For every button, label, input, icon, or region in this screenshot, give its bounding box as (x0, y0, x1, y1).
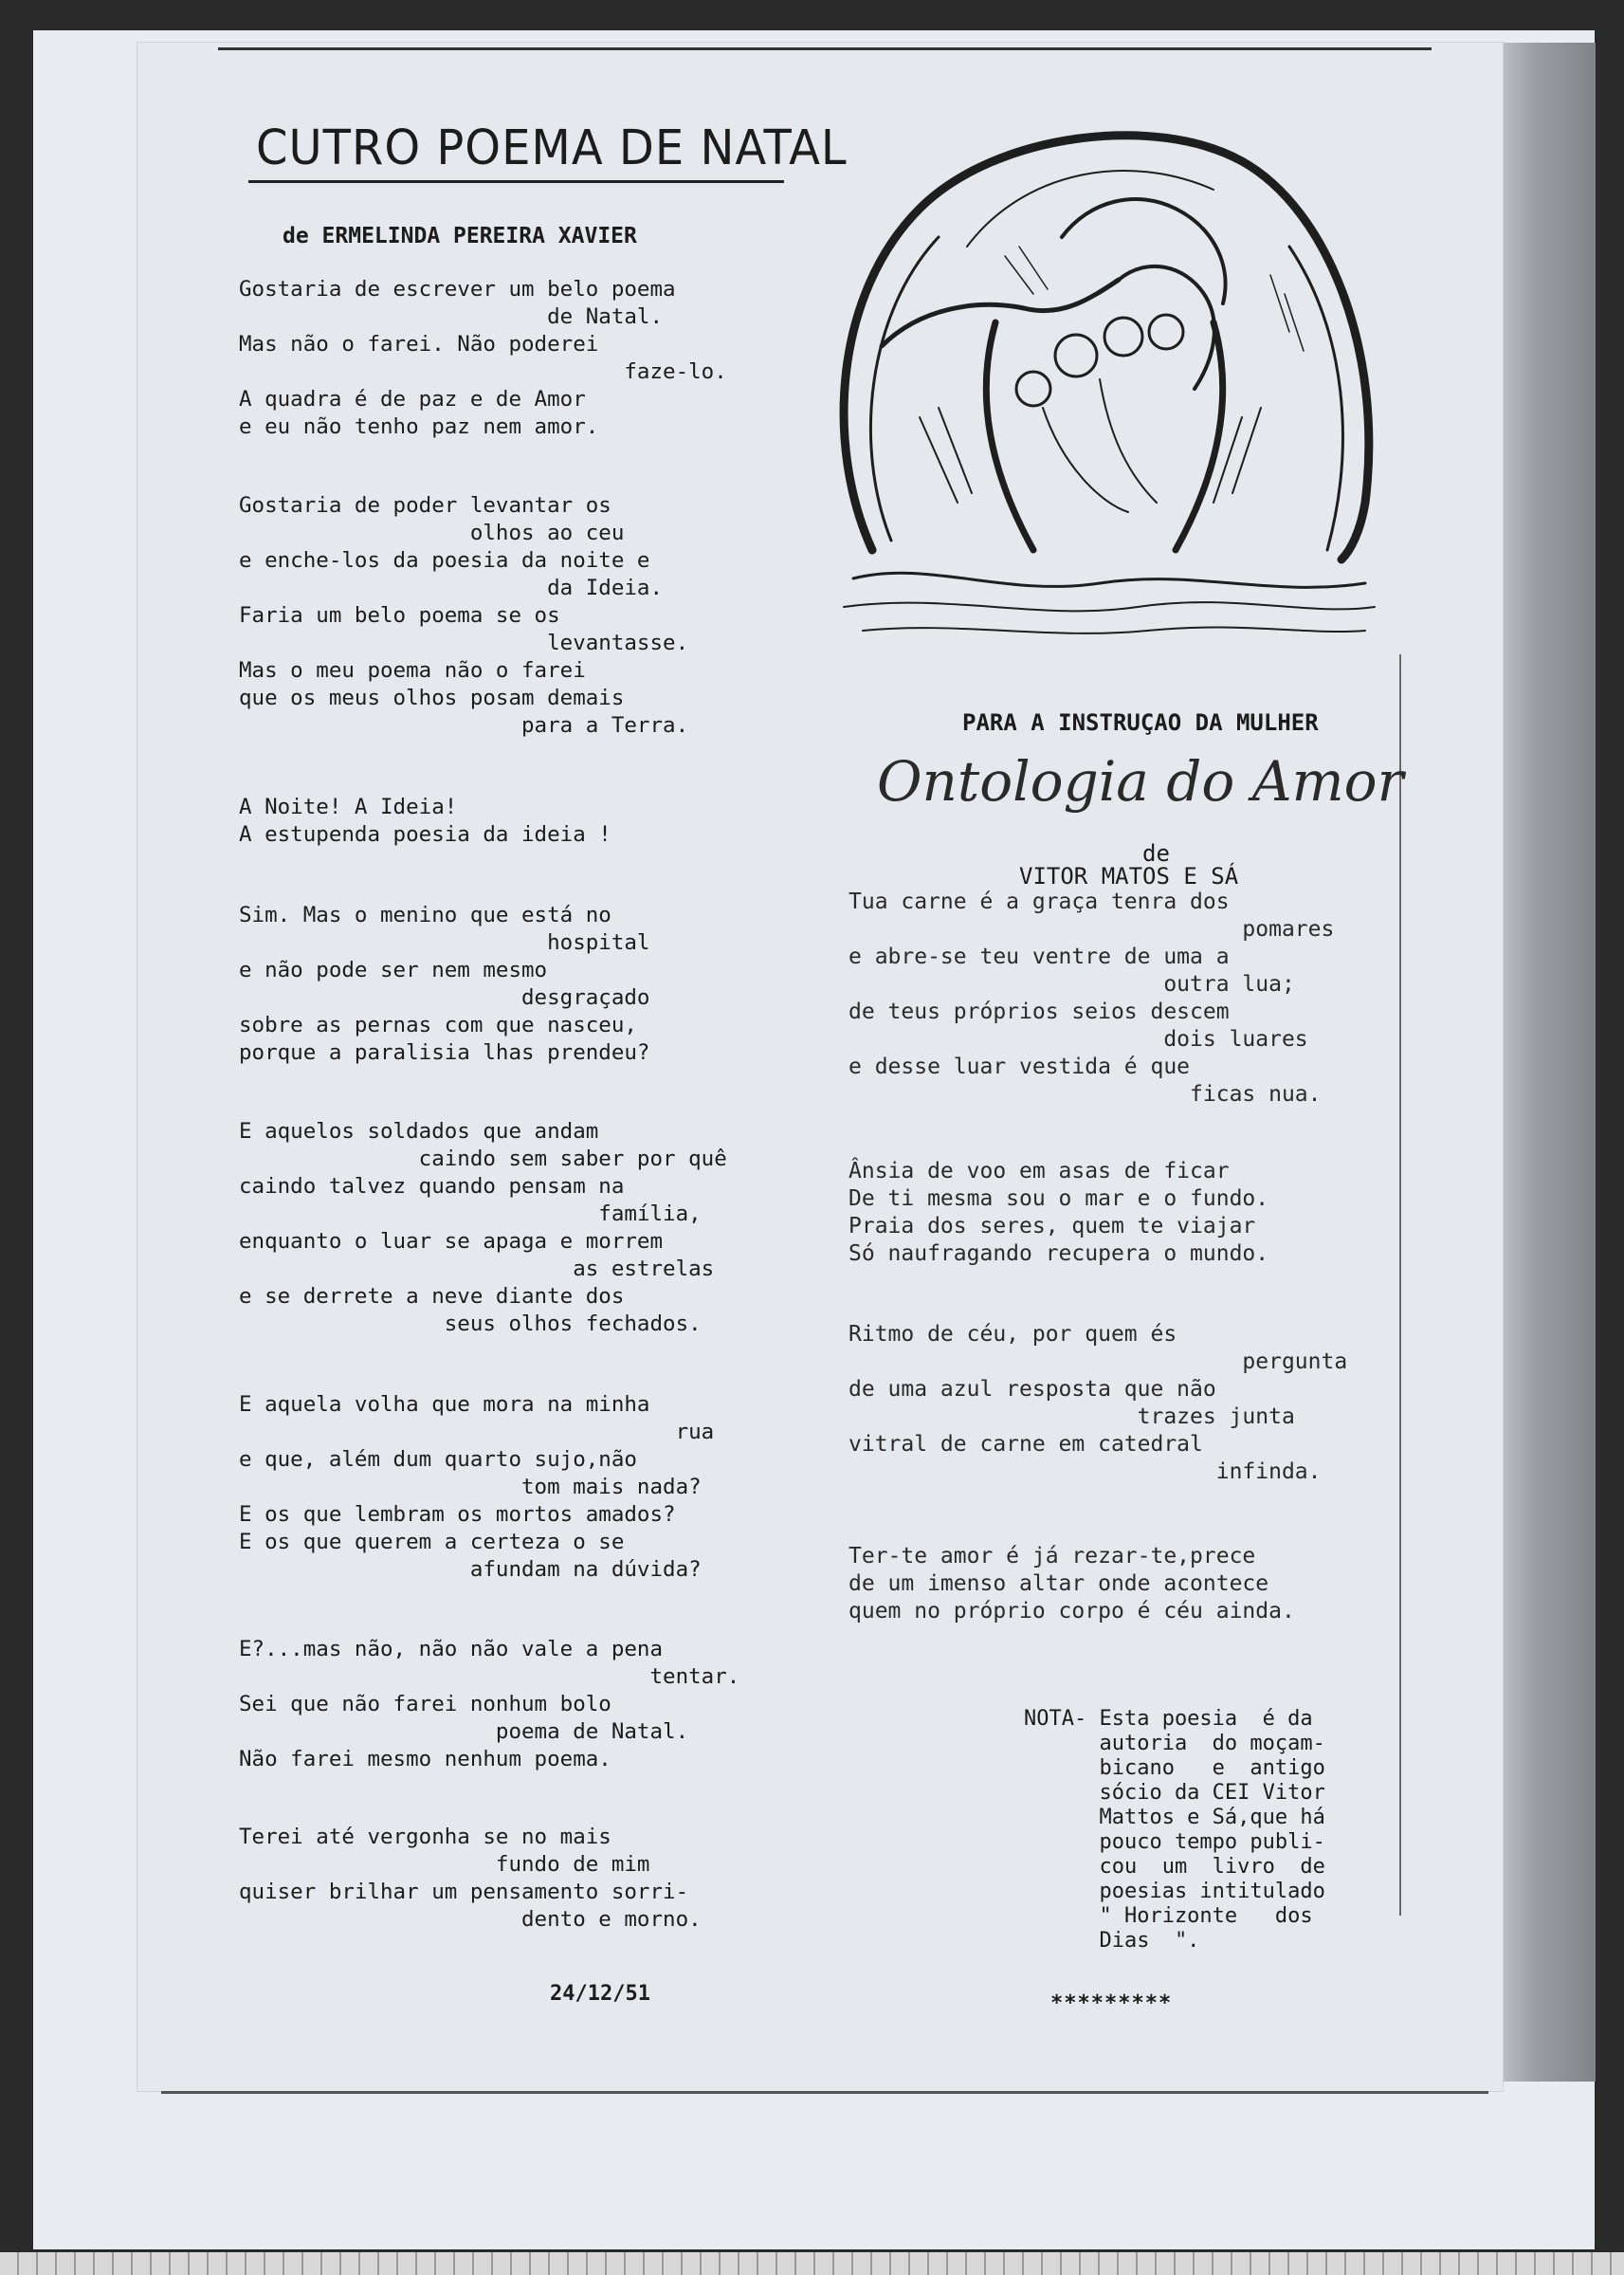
verse-line: Gostaria de poder levantar os (239, 493, 611, 518)
verse-line: infinda. (848, 1459, 1322, 1484)
verse-line: Ter-te amor é já rezar-te,prece (848, 1544, 1256, 1569)
verse-line: e que, além dum quarto sujo,não (239, 1447, 637, 1472)
right-stanza-1 (848, 890, 1334, 1110)
verse-line: faze-lo. (239, 359, 727, 384)
note-line: sócio da CEI Vitor (1024, 1781, 1325, 1805)
engraving-illustration (815, 104, 1384, 654)
poem-date: 24/12/51 (550, 1982, 650, 2006)
verse-line: tom mais nada? (239, 1475, 702, 1499)
verse-line: poema de Natal. (239, 1719, 689, 1744)
left-poem-title: CUTRO POEMA DE NATAL (256, 119, 848, 176)
note-line: poesias intitulado (1024, 1880, 1325, 1903)
verse-line: olhos ao ceu (239, 521, 625, 545)
verse-line: De ti mesma sou o mar e o fundo. (848, 1186, 1269, 1211)
verse-line: para a Terra. (239, 713, 689, 738)
left-stanza-7 (239, 1637, 739, 1774)
verse-line: pergunta (848, 1349, 1348, 1374)
separator-stars: ********* (1050, 1991, 1173, 2015)
verse-line: porque a paralisia lhas prendeu? (239, 1040, 650, 1065)
verse-line: E aquela volha que mora na minha (239, 1392, 650, 1417)
left-stanza-6 (239, 1392, 714, 1585)
verse-line: pomares (848, 917, 1335, 942)
verse-line: E?...mas não, não não vale a pena (239, 1637, 664, 1661)
note-line: autoria do moçam- (1024, 1732, 1325, 1755)
verse-line: e abre-se teu ventre de uma a (848, 945, 1230, 969)
column-rule (1399, 654, 1401, 1916)
top-rule (218, 47, 1432, 50)
right-stanza-3 (848, 1322, 1347, 1487)
verse-line: A estupenda poesia da ideia ! (239, 822, 611, 847)
verse-line: E aquelos soldados que andam (239, 1119, 599, 1144)
left-poem-byline: de ERMELINDA PEREIRA XAVIER (283, 224, 637, 248)
section-heading: PARA A INSTRUÇAO DA MULHER (962, 709, 1319, 736)
verse-line: Mas o meu poema não o farei (239, 658, 586, 683)
verse-line: de uma azul resposta que não (848, 1377, 1216, 1402)
left-stanza-2 (239, 493, 688, 741)
verse-line: hospital (239, 930, 650, 955)
verse-line: Terei até vergonha se no mais (239, 1825, 611, 1849)
verse-line: enquanto o luar se apaga e morrem (239, 1229, 664, 1254)
right-poem-author: VITOR MATOS E SÁ (1019, 863, 1239, 890)
verse-line: sobre as pernas com que nasceu, (239, 1013, 637, 1037)
verse-line: de um imenso altar onde acontece (848, 1571, 1269, 1596)
left-stanza-1 (239, 277, 727, 442)
verse-line: E os que querem a certeza o se (239, 1530, 625, 1554)
verse-line: Só naufragando recupera o mundo. (848, 1241, 1269, 1266)
verse-line: Ritmo de céu, por quem és (848, 1322, 1177, 1347)
verse-line: e não pode ser nem mesmo (239, 958, 548, 982)
verse-line: fundo de mim (239, 1852, 650, 1877)
verse-line: de teus próprios seios descem (848, 1000, 1230, 1024)
verse-line: Sim. Mas o menino que está no (239, 903, 611, 927)
verse-line: Ânsia de voo em asas de ficar (848, 1159, 1230, 1183)
left-stanza-3 (239, 795, 611, 850)
note-block (1024, 1707, 1325, 1954)
verse-line: as estrelas (239, 1257, 715, 1281)
bottom-rule (161, 2091, 1488, 2094)
verse-line: trazes junta (848, 1404, 1295, 1429)
verse-line: e enche-los da poesia da noite e (239, 548, 650, 573)
scale-strip (0, 2252, 1624, 2275)
verse-line: Praia dos seres, quem te viajar (848, 1214, 1256, 1238)
verse-line: Gostaria de escrever um belo poema (239, 277, 676, 302)
verse-line: que os meus olhos posam demais (239, 686, 625, 710)
note-line: pouco tempo publi- (1024, 1830, 1325, 1854)
verse-line: Mas não o farei. Não poderei (239, 332, 599, 357)
left-stanza-8 (239, 1825, 702, 1935)
verse-line: desgraçado (239, 985, 650, 1010)
verse-line: dois luares (848, 1027, 1308, 1052)
verse-line: quem no próprio corpo é céu ainda. (848, 1599, 1295, 1624)
note-line: " Horizonte dos (1024, 1904, 1313, 1928)
title-underline (248, 180, 784, 183)
left-stanza-4 (239, 903, 649, 1068)
verse-line: e desse luar vestida é que (848, 1055, 1191, 1079)
note-line: NOTA- Esta poesia é da (1024, 1707, 1313, 1731)
right-poem-title: Ontologia do Amor (877, 749, 1404, 814)
note-line: cou um livro de (1024, 1855, 1325, 1879)
verse-line: caindo sem saber por quê (239, 1147, 727, 1171)
verse-line: A quadra é de paz e de Amor (239, 387, 586, 412)
verse-line: e eu não tenho paz nem amor. (239, 414, 599, 439)
verse-line: caindo talvez quando pensam na (239, 1174, 625, 1199)
verse-line: e se derrete a neve diante dos (239, 1284, 625, 1309)
verse-line: seus olhos fechados. (239, 1312, 702, 1336)
verse-line: Tua carne é a graça tenra dos (848, 890, 1230, 914)
right-stanza-2 (848, 1159, 1268, 1269)
author-prefix: de (1142, 840, 1170, 867)
verse-line: outra lua; (848, 972, 1295, 997)
note-line: bicano e antigo (1024, 1756, 1325, 1780)
left-stanza-5 (239, 1119, 727, 1339)
verse-line: vitral de carne em catedral (848, 1432, 1203, 1457)
paper-edge (1493, 43, 1596, 2082)
verse-line: dento e morno. (239, 1907, 702, 1932)
verse-line: da Ideia. (239, 576, 664, 600)
verse-line: quiser brilhar um pensamento sorri- (239, 1880, 689, 1904)
note-line: Mattos e Sá,que há (1024, 1806, 1325, 1829)
verse-line: tentar. (239, 1664, 740, 1689)
verse-line: afundam na dúvida? (239, 1557, 702, 1582)
verse-line: Sei que não farei nonhum bolo (239, 1692, 611, 1716)
verse-line: ficas nua. (848, 1082, 1322, 1107)
verse-line: de Natal. (239, 304, 664, 329)
note-line: Dias ". (1024, 1929, 1200, 1953)
right-stanza-4 (848, 1544, 1295, 1626)
verse-line: família, (239, 1202, 702, 1226)
verse-line: rua (239, 1420, 715, 1444)
verse-line: levantasse. (239, 631, 689, 655)
verse-line: Não farei mesmo nenhum poema. (239, 1747, 611, 1771)
verse-line: A Noite! A Ideia! (239, 795, 458, 819)
verse-line: Faria um belo poema se os (239, 603, 560, 628)
verse-line: E os que lembram os mortos amados? (239, 1502, 676, 1527)
